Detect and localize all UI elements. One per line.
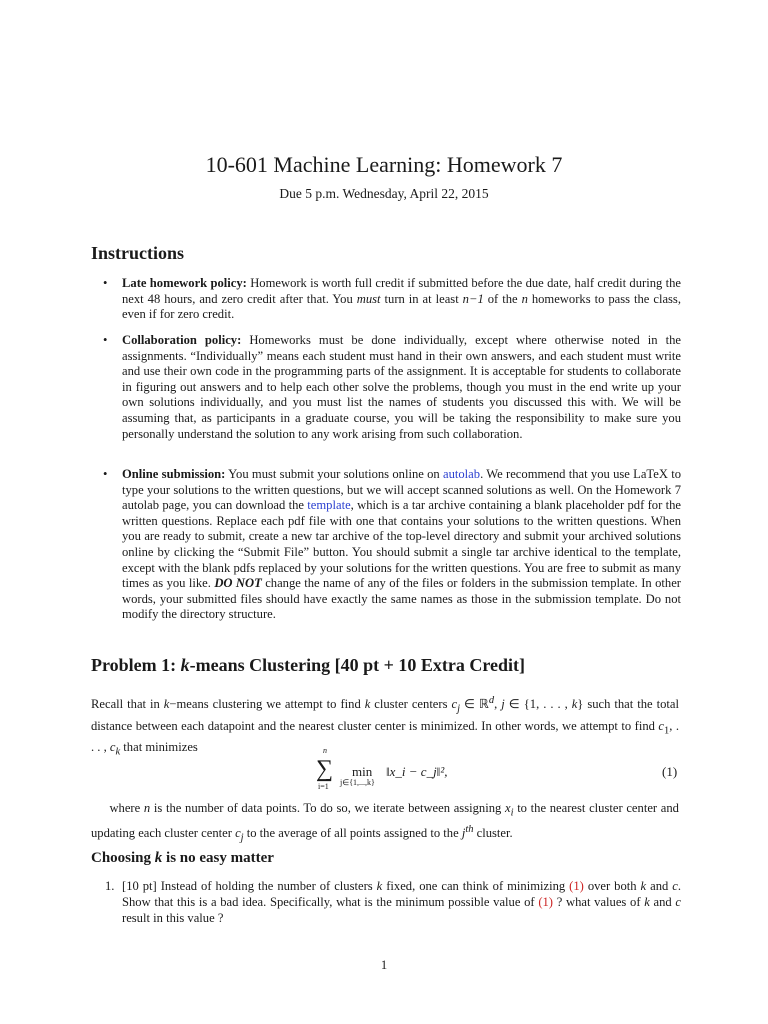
online-submission-label: Online submission: [122,467,226,481]
bullet-icon: • [103,276,108,290]
late-policy-label: Late homework policy: [122,276,247,290]
template-link[interactable]: template [307,498,351,513]
equation-reference-link[interactable]: (1) [569,879,584,893]
norm-expression: ‖x_i − c_j‖², [386,764,448,779]
sum-lower-limit: i=1 [318,782,329,791]
page-number: 1 [380,958,388,972]
list-item-late-policy: • Late homework policy: Homework is worth full credit if submitted before the due date, half credit during the next 48 hours, and zero credit after that. You must turn in at least n−1 of the n homeworks to pass the class, even if for zero credit. [103,276,681,322]
problem-1-where: where n is the number of data points. To do so, we iterate between assigning $x_i$ to the nearest cluster center and updating each cluster center $c_j$ to the average of all points assigned to the $j^{th}$ cluster. [91,801,679,844]
equation-number: (1) [662,764,678,779]
summation-icon: ∑ [316,756,334,782]
problem-1-intro: Recall that in k−means clustering we attempt to find k cluster centers $c_j$ ∈ ℝ$^d$, j ∈ {1, . . . , k} such that the total distance between each datapoint and the nearest cluster center is minimized. In other words, we attempt to find $c_1$, . . . , $c_k$ that minimizes [91,695,679,758]
document-title: 10-601 Machine Learning: Homework 7 [205,152,563,177]
list-item-collaboration-policy: • Collaboration policy: Homeworks must be done individually, except where otherwise noted in the assignments. “Individually” means each student must hand in their own answers, and each student must write and use their own code in the programming parts of the assignment. It is acceptable for students to collaborate in figuring out answers and to help each other solve the problems, though you must in the end write up your own solutions individually, and you must list the names of students you discussed this with. We will be assuming that, as participants in a graduate course, you will be taking the responsibility to make sure you personally understand the solution to any work arising from such collaboration. [103,333,681,441]
min-subscript: j∈{1,...,k} [340,778,375,787]
question-number: 1. [105,879,115,893]
question-1: 1. [10 pt] Instead of holding the number of clusters k fixed, one can think of minimizing (1) over both k and c. Show that this is a bad idea. Specifically, what is the minimum possible value of (1) ? what values of k and c result in this value ? [105,879,682,925]
bullet-icon: • [103,467,108,481]
equation-reference-link[interactable]: (1) [538,895,553,909]
due-date: Due 5 p.m. Wednesday, April 22, 2015 [279,186,489,201]
autolab-link[interactable]: autolab [443,467,481,481]
sum-upper-limit: n [323,746,327,755]
list-item-online-submission: • Online submission: You must submit your solutions online on autolab. We recommend that you use LaTeX to type your solutions to the written questions, but we will accept scanned solutions as well. On the Homework 7 autolab page, you can download the template, which is a tar archive containing a blank placeholder pdf for the written questions. Replace each pdf file with one that contains your solutions to the written questions. When you are ready to submit, create a new tar archive of the top-level directory and submit your archived solutions online by clicking the “Submit File” button. You should submit a single tar archive identical to the template, except with the blank pdfs replaced by your solutions for the written questions. You are free to submit as many times as you like. DO NOT change the name of any of the files or folders in the submission template. In other words, your submitted files should have exactly the same names as those in the submission template. Do not modify the directory structure. [103,467,682,622]
bullet-icon: • [103,333,108,347]
section-heading-instructions: Instructions [91,243,185,263]
collaboration-policy-label: Collaboration policy: [122,333,242,347]
subsection-heading-choosing-k: Choosing k is no easy matter [91,850,274,866]
min-operator: min [352,764,373,779]
section-heading-problem-1: Problem 1: k-means Clustering [40 pt + 10 Extra Credit] [91,655,526,675]
do-not-emphasis: DO NOT [214,576,262,591]
